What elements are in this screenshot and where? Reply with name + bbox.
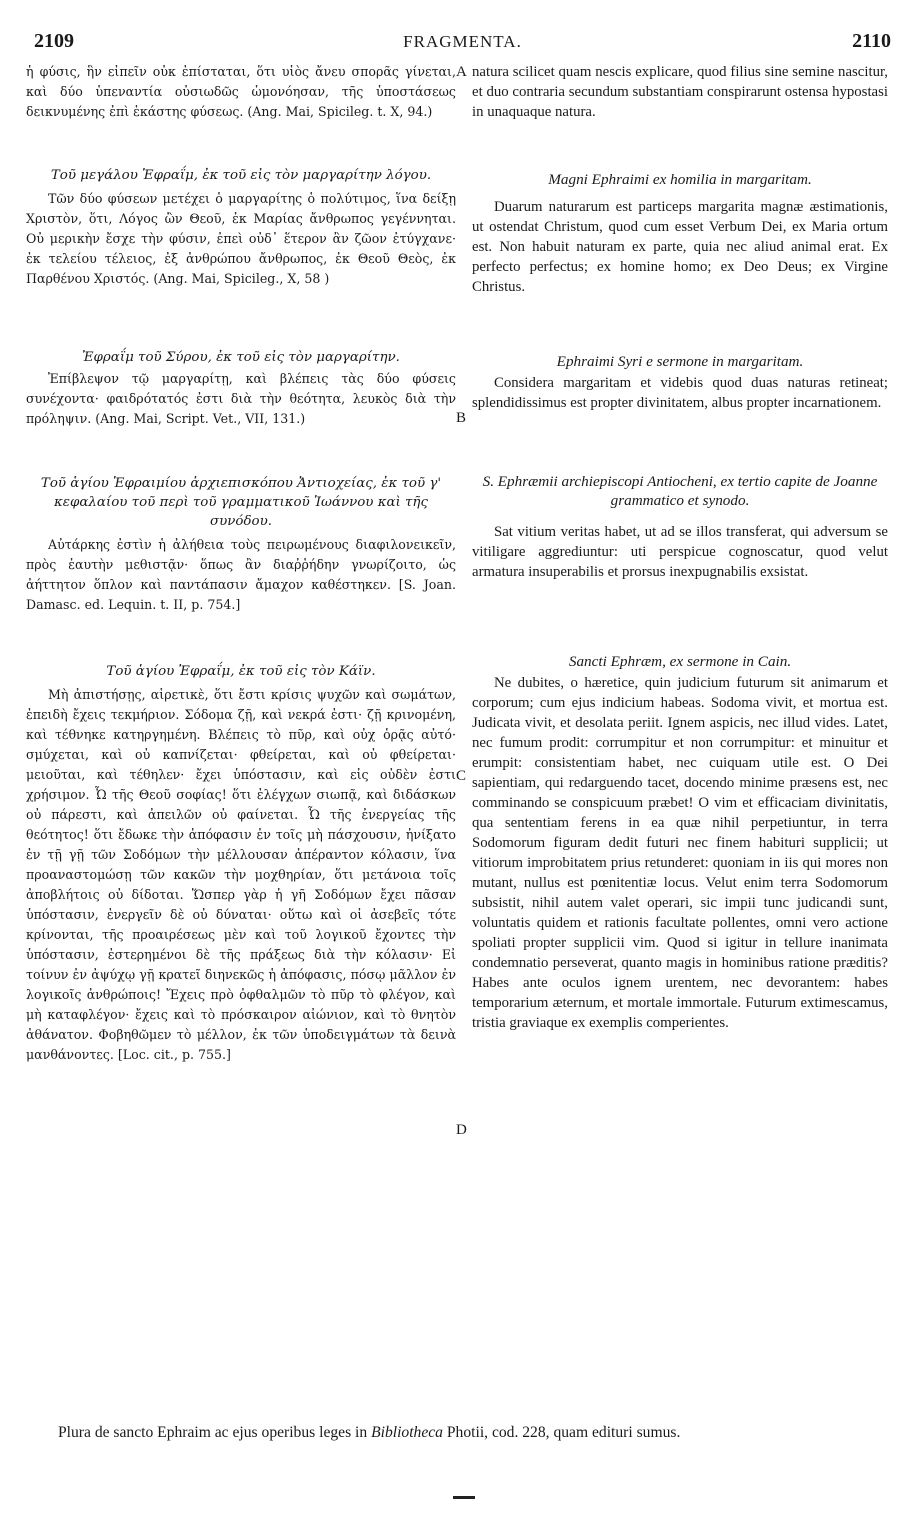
greek-paragraph: Τῶν δύο φύσεων μετέχει ὁ μαργαρίτης ὁ πολύτιμος, ἵνα δείξῃ Χριστὸν, ὅτι, Λόγος ὢν Θεοῦ, ἐκ Μαρίας ἄνθρωπος γεγέννηται. Οὐ μερικὴν ἔσχε τὴν φύσιν, ἐπεὶ οὐδ᾽ ἕτερον ἂν ζῶον ἐτύγχανε· ἐκ τελείου τέλειος, ἐξ ἀνθρώπου ἄνθρωπος, ἐκ Θεοῦ Θεὸς, ἐκ Παρθένου Χριστός. (Ang. Mai, Spicileg., X, 58 ) bbox=[26, 191, 456, 286]
footer-text-before: Plura de sancto Ephraim ac ejus operibus leges in bbox=[58, 1424, 372, 1441]
latin-block-2 bbox=[472, 170, 888, 297]
greek-block-5 bbox=[26, 662, 456, 1065]
page-header bbox=[34, 30, 891, 56]
latin-heading: Sancti Ephræm, ex sermone in Cain. bbox=[568, 653, 792, 670]
latin-block-1 bbox=[472, 62, 888, 122]
greek-paragraph: Μὴ ἀπιστήσῃς, αἱρετικὲ, ὅτι ἔστι κρίσις ψυχῶν καὶ σωμάτων, ἐπειδὴ ἔχεις τεκμήριον. Σόδομα ζῇ, καὶ νεκρά ἐστι· ζῇ κρινομένη, καὶ τέθνηκε κατηργημένη. Βλέπεις τὸ πῦρ, καὶ οὐχ ὁρᾷς αὐτό· σμύχεται, καὶ οὐ καπνίζεται· φθείρεται, καὶ οὐ φθείρεται· μειοῦται, καὶ τέθηλεν· ἔχει ὑπόστασιν, καὶ εἰς οὐδὲν ἐστι χρήσιμον. Ὦ τῆς Θεοῦ σοφίας! ὅτι ἐλέγχων σιωπᾷ, καὶ διδάσκων οὐ πάρεστι, καὶ ἀπειλῶν οὐ φαίνεται. Ὦ τῆς ἐνεργείας τῆς θεότητος! ὅτι ἔδωκε τὴν ἀπόφασιν ἐν τοῖς μὴ πάσχουσιν, ἠνίξατο ἐν τῇ γῇ τῶν Σοδόμων τὴν μέλλουσαν ἀπέραντον κόλασιν, ἵνα προαναστομώσῃ τῶν κακῶν τὴν μοχθηρίαν, ὅτι μετάνοια τοῖς ἀποβλήτοις οὐ δίδοται. Ὥσπερ γὰρ ἡ γῆ Σοδόμων ἔχει πᾶσαν ὑπόστασιν, ἐνεργεῖν δὲ οὐ δύναται· οὕτω καὶ οἱ ἀσεβεῖς τότε κρίνονται, τῆς προαιρέσεως μὲν καὶ τοῦ λογικοῦ ἔχοντες τὴν ὑπόστασιν, ἐστερημένοι δὲ τῆς πράξεως διὰ τὴν κόλασιν· Εἰ τοίνυν ἐν ἀψύχῳ γῇ κρατεῖ διηνεκῶς ἡ ἀπόφασις, πόσῳ μᾶλλον ἐν λογικοῖς ἀνθρώποις! Ἔχεις πρὸ ὀφθαλμῶν τὸ πῦρ τὸ φλέγον, καὶ μὴ καταφλέγον· ἔχεις καὶ τὸ πρόσκαιρον αἰώνιον, καὶ τὸ θνητὸν ἀθάνατον. Φοβηθῶμεν τὸ μέλλον, ἐκ τῶν ὑποδειγμάτων τὰ δεινὰ μανθάνοντες. [Loc. cit., p. 755.] bbox=[26, 687, 456, 1062]
greek-heading: Τοῦ μεγάλου Ἐφραΐμ, ἐκ τοῦ εἰς τὸν μαργαρίτην λόγου. bbox=[50, 168, 432, 183]
latin-block-4 bbox=[472, 472, 888, 582]
greek-heading: Ἐφραΐμ τοῦ Σύρου, ἐκ τοῦ εἰς τὸν μαργαρίτην. bbox=[82, 350, 400, 365]
margin-marker-a: A bbox=[456, 64, 467, 80]
greek-block-4 bbox=[26, 474, 456, 615]
greek-block-2 bbox=[26, 166, 456, 289]
margin-marker-d: D bbox=[456, 1122, 467, 1138]
greek-heading: Τοῦ ἁγίου Ἐφραιμίου ἀρχιεπισκόπου Ἀντιοχείας, ἐκ τοῦ γ' κεφαλαίου τοῦ περὶ τοῦ γραμματικοῦ Ἰωάννου καὶ τῆς συνόδου. bbox=[40, 476, 442, 529]
latin-heading: S. Ephræmii archiepiscopi Antiocheni, ex tertio capite de Joanne grammatico et synodo. bbox=[482, 473, 878, 509]
footer-text-italic: Bibliotheca bbox=[371, 1424, 443, 1441]
latin-paragraph: Considera margaritam et videbis quod duas naturas retineat; splendidissimus est propter divinitatem, albus propter incarnationem. bbox=[472, 375, 888, 411]
latin-block-3 bbox=[472, 352, 888, 413]
greek-block-3 bbox=[26, 348, 456, 429]
greek-paragraph: ἡ φύσις, ἣν εἰπεῖν οὐκ ἐπίσταται, ὅτι υἱὸς ἄνευ σπορᾶς γίνεται, καὶ δύο ὑπεναντία οὐσιωδῶς ὡμονόησαν, τῆς ὑποστάσεως δεικνυμένης ἐπὶ ἑκάστης φύσεως. (Ang. Mai, Spicileg. t. X, 94.) bbox=[26, 64, 456, 119]
greek-block-1 bbox=[26, 62, 456, 122]
running-title: FRAGMENTA. bbox=[403, 32, 522, 51]
latin-paragraph: Duarum naturarum est particeps margarita magnæ æstimationis, ut ostendat Christum, quod cum esset Verbum Dei, ex Maria ortum est. Non habuit naturam ex parte, quia nec aliud animal erat. Ex perfecto perfectus; ex homine homo; ex Deo Deus; ex Virgine Christus. bbox=[472, 199, 888, 295]
footer-text-after: Photii, cod. 228, quam edituri sumus. bbox=[442, 1424, 681, 1441]
latin-heading: Magni Ephraimi ex homilia in margaritam. bbox=[548, 171, 812, 188]
greek-paragraph: Αὐτάρκης ἐστὶν ἡ ἀλήθεια τοὺς πειρωμένους διαφιλονεικεῖν, πρὸς ἑαυτὴν μεθιστᾷν· ὅπως ἂν διαῤῥήδην γνωρίζοιτο, ὡς ἀήττητον ὅπλον καὶ παντάπασιν ἄμαχον καθέστηκεν. [S. Joan. Damasc. ed. Lequin. t. II, p. 754.] bbox=[26, 537, 456, 612]
latin-block-5 bbox=[472, 652, 888, 1033]
footer-note bbox=[58, 1423, 891, 1443]
end-rule bbox=[453, 1496, 475, 1499]
margin-marker-c: C bbox=[456, 768, 467, 784]
greek-heading: Τοῦ ἁγίου Ἐφραΐμ, ἐκ τοῦ εἰς τὸν Κάϊν. bbox=[106, 664, 376, 679]
latin-paragraph: Ne dubites, o hæretice, quin judicium futurum sit animarum et corporum; cum ejus indicium habeas. Sodoma vivit, et mortua est. Judicata vivit, et desolata periit. Ignem aspicis, nec illud vides. Latet, nec fumum prodit: corrumpitur et non corrumpitur: et minuitur et erumpit: consistentiam habet, nec cuiquam utile est. O Dei sapientiam, qui redarguendo tacet, docendo minime præsens est, nec comminando se conspicuum præbet! O vim et efficaciam divinitatis, qua sententiam ferens in ea quæ nihil perpetiuntur, in terra Sodomorum figuram dedit futuri nec finem habituri supplicii; ut vitiorum improbitatem prius retunderet: quoniam in iis qui mores non mutant, nullus est pœnitentiæ locus. Velut enim terra Sodomorum subsistit, nihil autem valet operari, sic impii tunc judicandi sunt, voluntatis quidem et rationis facultate pollentes, omni vero actione spoliati propter supplicii vim. Quod si igitur in tellure inanimata condemnatio perseverat, quanto magis in hominibus ratione præditis? Habes ante oculos ignem urentem, nec devorantem: habes temporarium æternum, et mortale immortale. Futurum extimescamus, tristia graviaque ex exemplis comperientes. bbox=[472, 675, 888, 1031]
latin-paragraph: natura scilicet quam nescis explicare, quod filius sine semine nascitur, et duo contraria secundum substantiam conspirarunt ostensa hypostasi in unaquaque natura. bbox=[472, 64, 888, 120]
page-number-right: 2110 bbox=[852, 30, 891, 52]
latin-heading: Ephraimi Syri e sermone in margaritam. bbox=[556, 353, 804, 370]
latin-paragraph: Sat vitium veritas habet, ut ad se illos transferat, qui adversum se vitiligare aggrediuntur: uti perspicue cognoscatur, quod velut armatura insuperabilis et prorsus inexpugnabilis exsistat. bbox=[472, 524, 888, 580]
greek-paragraph: Ἐπίβλεψον τῷ μαργαρίτῃ, καὶ βλέπεις τὰς δύο φύσεις συνέχοντα· φαιδρότατός ἐστι διὰ τὴν θεότητα, λευκὸς διὰ τὴν πρόληψιν. (Ang. Mai, Script. Vet., VII, 131.) bbox=[26, 371, 456, 426]
page-number-left: 2109 bbox=[34, 30, 74, 52]
margin-marker-b: B bbox=[456, 410, 467, 426]
